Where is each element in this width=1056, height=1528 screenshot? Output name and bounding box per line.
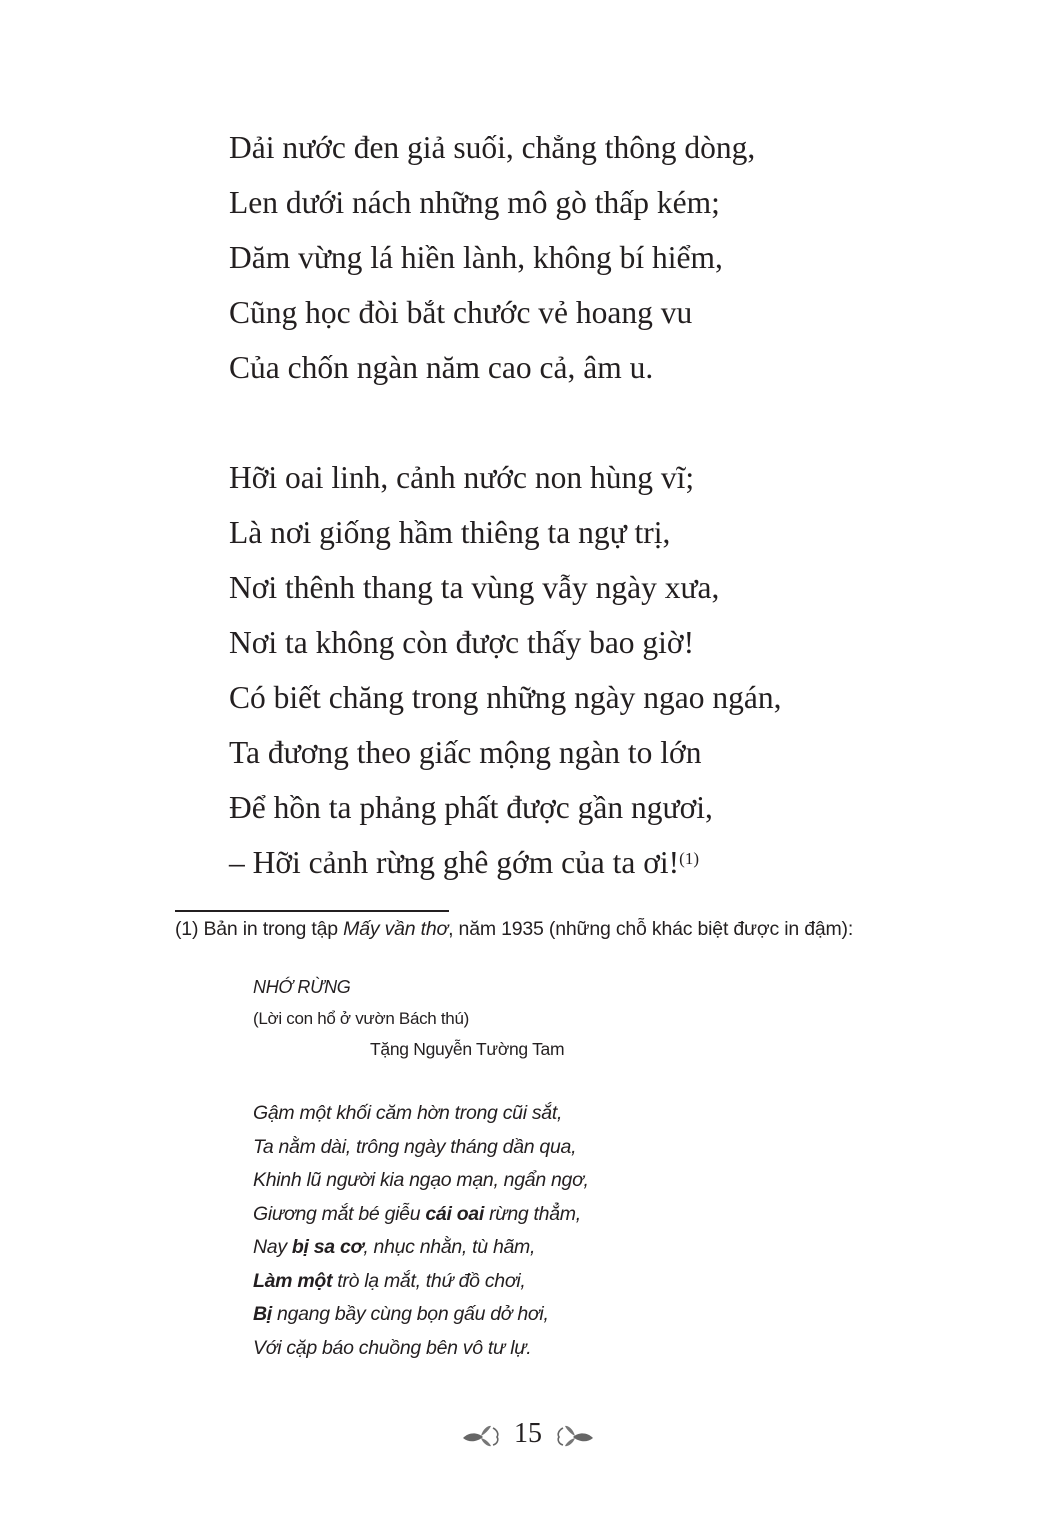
bold-variant-text: Bị — [253, 1303, 272, 1325]
original-poem-dedication: Tặng Nguyễn Tường Tam — [370, 1039, 565, 1059]
original-poem-lines — [253, 1097, 589, 1365]
line-segment: trò lạ mắt, thứ đồ chơi, — [332, 1269, 526, 1292]
footnote-divider — [175, 910, 449, 912]
line-segment: Nay — [253, 1236, 292, 1258]
line-segment: Ta nằm dài, trông ngày tháng dần qua, — [253, 1135, 577, 1158]
original-poem-line — [253, 1198, 589, 1232]
original-poem-line — [253, 1332, 589, 1366]
original-poem-line — [253, 1164, 589, 1198]
original-poem-subtitle: (Lời con hổ ở vườn Bách thú) — [253, 1009, 469, 1028]
bold-variant-text: cái oai — [425, 1202, 484, 1225]
verse-line: Ta đương theo giấc mộng ngàn to lớn — [229, 735, 702, 770]
stanza-1 — [229, 120, 755, 395]
original-poem-line — [253, 1131, 589, 1165]
page-number: 15 — [514, 1418, 542, 1449]
verse-line: Dăm vừng lá hiền lành, không bí hiểm, — [229, 240, 723, 275]
leaf-ornament-right-icon — [549, 1422, 595, 1450]
original-poem-title: NHỚ RỪNG — [253, 977, 351, 997]
footnote-text — [175, 918, 853, 941]
original-poem-line — [253, 1097, 589, 1131]
original-poem-line — [253, 1265, 589, 1299]
line-segment: Gậm một khối căm hờn trong cũi sắt, — [253, 1102, 563, 1124]
verse-line: Len dưới nách những mô gò thấp kém; — [229, 185, 720, 220]
original-poem-line — [253, 1298, 589, 1332]
footnote-book-title: Mấy vần thơ — [343, 918, 449, 940]
verse-line: Dải nước đen giả suối, chẳng thông dòng, — [229, 130, 756, 165]
footnote-prefix: (1) Bản in trong tập — [175, 918, 344, 940]
bold-variant-text: bị sa cơ — [291, 1236, 364, 1258]
verse-line: Hỡi oai linh, cảnh nước non hùng vĩ; — [229, 460, 695, 495]
line-segment: rừng thẳm, — [483, 1202, 581, 1225]
line-segment: , nhục nhằn, tù hãm, — [363, 1236, 536, 1258]
line-segment: Khinh lũ người kia ngạo mạn, ngẩn ngơ, — [253, 1169, 589, 1191]
line-segment: ngang bầy cùng bọn gấu dở hơi, — [271, 1303, 549, 1325]
bold-variant-text: Làm một — [253, 1269, 333, 1292]
verse-line-text: – Hỡi cảnh rừng ghê gớm của ta ơi! — [229, 845, 680, 880]
verse-line: Là nơi giống hầm thiêng ta ngự trị, — [229, 515, 671, 550]
line-segment: Với cặp báo chuồng bên vô tư lự. — [253, 1336, 532, 1359]
verse-line: Cũng học đòi bắt chước vẻ hoang vu — [229, 295, 693, 330]
original-poem-line — [253, 1231, 589, 1265]
line-segment: Giương mắt bé giễu — [253, 1202, 426, 1225]
verse-line: Để hồn ta phảng phất được gần ngươi, — [229, 790, 713, 825]
verse-line: Nơi thênh thang ta vùng vẫy ngày xưa, — [229, 570, 720, 605]
footnote-suffix: , năm 1935 (những chỗ khác biệt được in đậm): — [448, 918, 854, 940]
page-footer — [0, 1418, 1056, 1450]
verse-line — [229, 835, 781, 890]
leaf-ornament-left-icon — [461, 1422, 507, 1450]
verse-line: Của chốn ngàn năm cao cả, âm u. — [229, 350, 654, 385]
footnote-reference: (1) — [679, 849, 699, 868]
stanza-2 — [229, 450, 781, 890]
verse-line: Nơi ta không còn được thấy bao giờ! — [229, 625, 695, 660]
verse-line: Có biết chăng trong những ngày ngao ngán, — [229, 680, 782, 715]
